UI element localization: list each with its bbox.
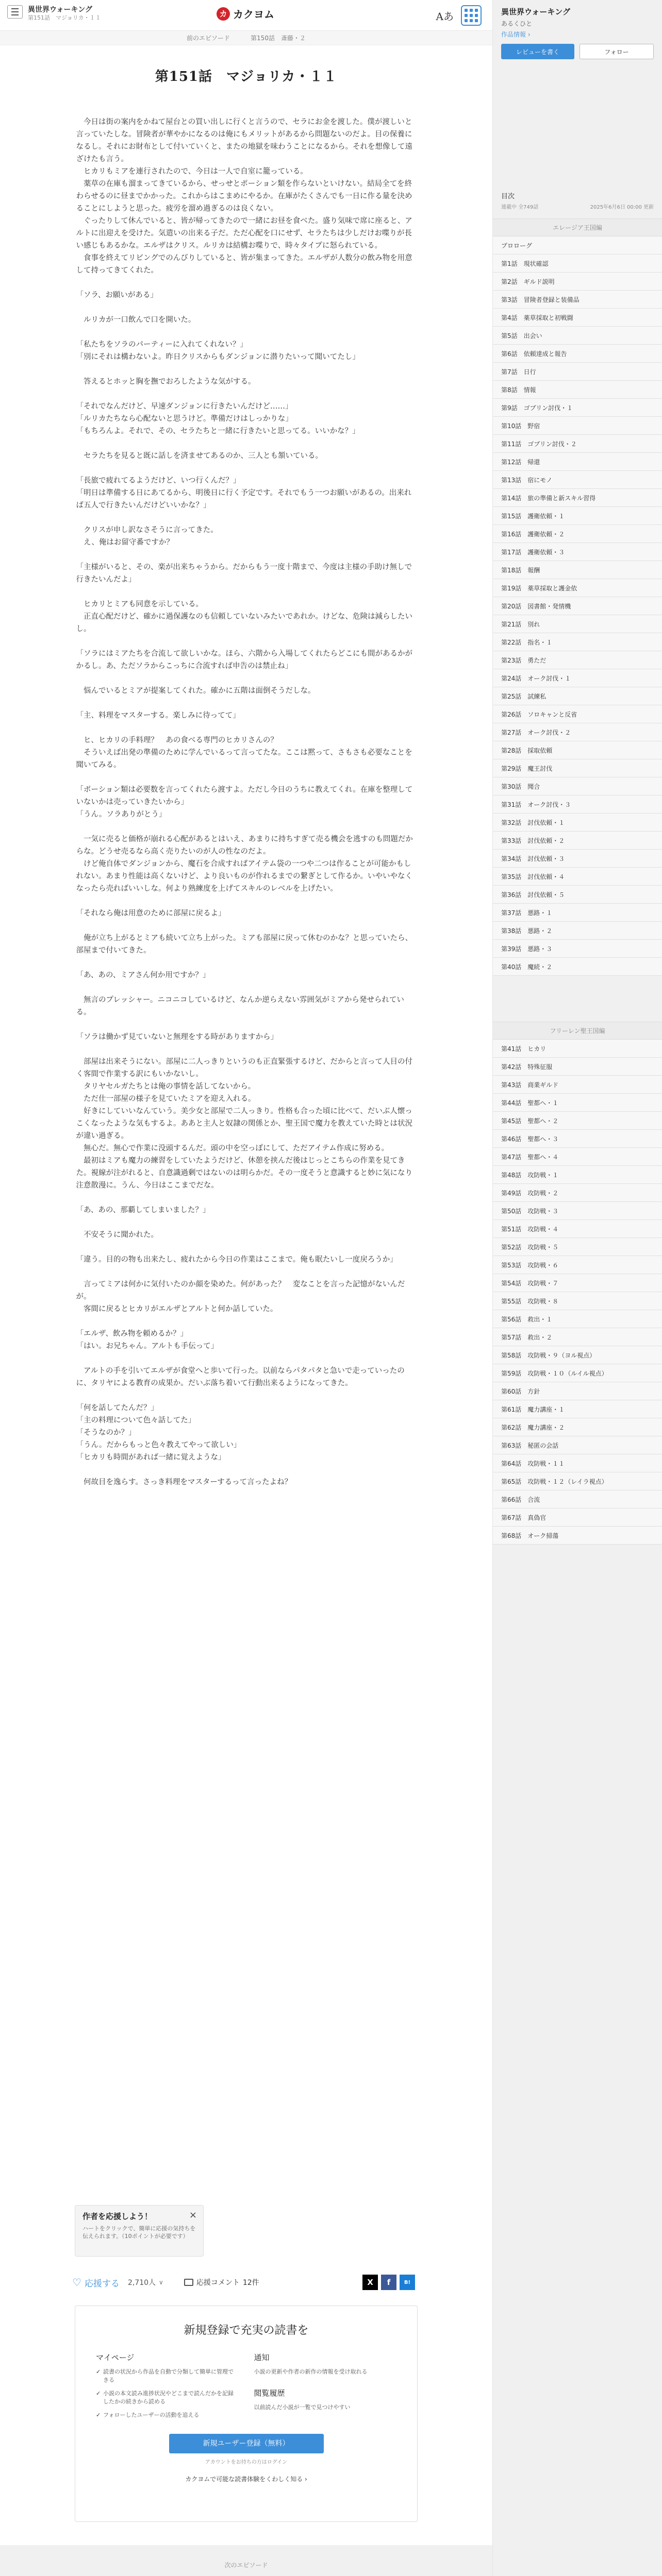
toc-episode-link[interactable]: 第15話 護衛依頼・１ xyxy=(493,507,662,525)
toc-episode-link[interactable]: 第6話 依頼達成と報告 xyxy=(493,345,662,363)
x-share-icon[interactable]: X xyxy=(362,2275,378,2290)
body-paragraph: 「うん。だからもっと色々教えてやって欲しい」 xyxy=(76,1441,241,1449)
body-paragraph: え、俺はお留守番ですか？ xyxy=(76,538,174,547)
body-paragraph xyxy=(76,326,417,338)
body-paragraph: 今日は街の案内をかねて屋台との買い出しに行くと言うので、セラにお金を渡した。僕が渡しいと言っていたしな。冒険者が華やかになるのは俺にもメリットがあるから問題ないのだよ。目の保養になるし。それにお財布として付いていくと、またの地獄を味わうことになるから。それを想像して遠ざけたも言う。 xyxy=(76,118,412,163)
toc-episode-link[interactable]: 第5話 出会い xyxy=(493,327,662,345)
toc-heading: 目次 xyxy=(501,193,515,200)
notify-title: 通知 xyxy=(254,2353,270,2362)
toc-episode-link[interactable]: 第7話 日行 xyxy=(493,363,662,381)
site-logo[interactable] xyxy=(217,6,274,21)
chevron-down-icon[interactable]: ∨ xyxy=(159,2279,163,2286)
toc-episode-link[interactable]: 第58話 攻防戦・９（ヨル視点） xyxy=(493,1346,662,1364)
body-paragraph: 「主、料理をマスターする。楽しみに待ってて」 xyxy=(76,711,240,720)
body-paragraph xyxy=(76,1315,417,1328)
toc-episode-link[interactable]: 第37話 悪路・１ xyxy=(493,904,662,922)
toc-episode-link[interactable]: 第56話 救出・１ xyxy=(493,1310,662,1328)
toc-episode-link[interactable]: 第66話 合流 xyxy=(493,1490,662,1509)
mypage-feature: ✓ 小説の本文読み進捗状況やどこまで読んだかを記録したかの続きから読める xyxy=(96,2389,239,2406)
body-paragraph: 「ルリカたちなら心配ないと思うけど。準備だけはしっかりな」 xyxy=(76,415,293,423)
toc-episode-link[interactable]: 第20話 図書館・発情機 xyxy=(493,597,662,615)
toc-episode-link[interactable]: 第52話 攻防戦・５ xyxy=(493,1238,662,1256)
body-paragraph xyxy=(76,363,417,376)
body-paragraph: ぐったりして休んでいると、皆が帰ってきたので一緒にお昼を食べた。盛り気味で席に座ると、アルトに出迎えを受けた。気遣いの出来る子だ。ただ心配を口にせず、セラたちは少しだけお喋りが長い感じもあるかな。エルザはクリス。ルリカは結構お喋りで、時々タイプに怒られている。 xyxy=(76,217,412,250)
toc-episode-link[interactable]: 第25話 試練私 xyxy=(493,687,662,705)
close-icon[interactable]: × xyxy=(189,2210,197,2221)
next-episode-label: 次のエピソード xyxy=(224,2562,268,2569)
toc-episode-link[interactable]: 第3話 冒険者登録と装備品 xyxy=(493,291,662,309)
body-paragraph: 好きにしていいなんていう。美少女と部屋で二人っきり。性格も合った頃に比べて、だいぶ人懐っこくなったような気もするよ。ああと主人と奴隷の関係とか、聖王国で魔力を教えていた時とは状況が違い過ぎる。 xyxy=(76,1107,412,1140)
body-paragraph: 「それでなんだけど、早速ダンジョンに行きたいんだけど……」 xyxy=(76,402,293,411)
toc-episode-link[interactable]: 第4話 薬草採取と初戦闘 xyxy=(493,309,662,327)
toc-episode-link[interactable]: 第16話 護衛依頼・２ xyxy=(493,525,662,543)
body-paragraph xyxy=(76,1352,417,1365)
body-paragraph: 不安そうに聞かれた。 xyxy=(76,1231,158,1239)
body-paragraph xyxy=(76,920,417,932)
toc-episode-link[interactable]: 第67話 真偽官 xyxy=(493,1509,662,1527)
body-paragraph xyxy=(76,1043,417,1056)
work-info-link[interactable]: 作品情報 › xyxy=(501,31,531,38)
logo-mark-icon: カ xyxy=(217,7,230,21)
grid-menu-icon[interactable] xyxy=(461,5,482,26)
next-episode-area[interactable] xyxy=(0,2545,492,2576)
episode-list-icon[interactable] xyxy=(7,5,23,19)
body-paragraph: 食事を終えてリビングでのんびりしていると、皆が集まってきた。エルザが人数分の飲み物を用意して持ってきてくれた。 xyxy=(76,254,412,275)
body-paragraph: 「長旅で疲れてるようだけど、いつ行くんだ？」 xyxy=(76,477,241,485)
episode-body xyxy=(76,116,417,1488)
body-paragraph: ヒカリとミアも同意を示している。 xyxy=(76,600,203,608)
sidebar-work-title[interactable]: 異世界ウォーキング xyxy=(501,7,570,16)
toc-episode-link[interactable]: 第49話 攻防戦・２ xyxy=(493,1184,662,1202)
reading-area xyxy=(0,45,492,2576)
body-paragraph: 「あ、あの、ミアさん何か用ですか？」 xyxy=(76,971,210,979)
toc-episode-link[interactable]: 第61話 魔力講座・１ xyxy=(493,1400,662,1418)
toc-episode-link[interactable]: 第18話 報酬 xyxy=(493,561,662,579)
body-paragraph: 客間に戻るとヒカリがエルザとアルトと何か話していた。 xyxy=(76,1305,278,1313)
toc-episode-link[interactable]: 第60話 方針 xyxy=(493,1382,662,1400)
toc-episode-link[interactable]: 第55話 攻防戦・８ xyxy=(493,1292,662,1310)
toc-episode-link[interactable]: 第14話 旅の準備と新スキル習得 xyxy=(493,489,662,507)
share-buttons xyxy=(362,2275,415,2290)
body-paragraph xyxy=(76,722,417,734)
toc-episode-link[interactable]: 第19話 薬草採取と護金依 xyxy=(493,579,662,597)
toc-episode-link[interactable]: 第59話 攻防戦・１０（ルイル視点） xyxy=(493,1364,662,1382)
toc-episode-link[interactable]: 第29話 魔王討伐 xyxy=(493,759,662,777)
mypage-feature: ✓ 読書の状況から作品を自動で分類して簡単に管理できる xyxy=(96,2368,239,2384)
register-button[interactable]: 新規ユーザー登録（無料） xyxy=(169,2434,324,2453)
body-paragraph xyxy=(76,981,417,994)
body-paragraph: そういえば出発の準備のために学んでいるって言ってたな。ここは黙って、さもさも必要なことを聞いてみる。 xyxy=(76,749,412,769)
comment-label: 応援コメント xyxy=(196,2279,240,2287)
body-paragraph: セラたちを見ると既に話しを済ませてあるのか、三人とも頷いている。 xyxy=(76,452,323,460)
toc-episode-link[interactable]: 第39話 悪路・３ xyxy=(493,940,662,958)
review-button[interactable]: レビューを書く xyxy=(501,44,574,59)
toc-episode-link[interactable]: 第48話 攻防戦・１ xyxy=(493,1166,662,1184)
body-paragraph xyxy=(76,821,417,833)
body-paragraph: 最初はミアも魔力の練習をしていたようだけど、休憩を挟んだ後はじっとこちらの作業を見てきた。視線が注がれると、自意識過剰ではないのは明らかだ。その一度そうと意識すると妙に気になり注意散漫に。うん、今日はここまでだな。 xyxy=(76,1157,412,1190)
body-paragraph: ヒ、ヒカリの手料理？ あの食べる専門のヒカリさんの？ xyxy=(76,736,278,744)
body-paragraph: 「もちろんよ。それで、その、セラたちと一緒に行きたいと思ってる。いいかな？」 xyxy=(76,427,360,435)
cheer-popup-title: 作者を応援しよう！ xyxy=(82,2212,153,2221)
body-paragraph: 「違う。目的の物も出来たし、疲れたから今日の作業はここまで。俺も眠たいし一度戻ろうか」 xyxy=(76,1256,398,1264)
toc-episode-link[interactable]: 第45話 聖都へ・２ xyxy=(493,1112,662,1130)
history-desc: 以前読んだ小説が一覧で見つけやすい xyxy=(254,2404,351,2411)
notify-desc: 小説の更新や作者の新作の情報を受け取れる xyxy=(254,2368,368,2375)
body-paragraph: 「そうなのか？」 xyxy=(76,1429,136,1437)
toc-episode-link[interactable]: 第64話 攻防戦・１１ xyxy=(493,1454,662,1472)
body-paragraph: 何故目を逸らす。さっき料理をマスターするって言ったよね？ xyxy=(76,1478,292,1486)
body-paragraph: 「はい。お兄ちゃん。アルトも手伝って」 xyxy=(76,1342,219,1350)
sidebar xyxy=(492,0,662,2576)
body-paragraph xyxy=(76,277,417,289)
toc-episode-link[interactable]: 第23話 勇ただ xyxy=(493,651,662,669)
logo-text: カクヨム xyxy=(233,8,274,21)
body-paragraph xyxy=(76,635,417,648)
body-paragraph xyxy=(76,1389,417,1402)
toc-episode-link[interactable]: 第9話 ゴブリン討伐・１ xyxy=(493,399,662,417)
toc-section-title: エレージア王国編 xyxy=(493,219,662,236)
prev-episode-link[interactable]: 前のエピソード xyxy=(187,35,230,42)
body-paragraph: 俺が立ち上がるとミアも続いて立ち上がった。ミアも部屋に戻って休むのかな？と思っていたら、部屋まで付いてきた。 xyxy=(76,934,412,955)
toc-episode-link[interactable]: 第12話 帰還 xyxy=(493,453,662,471)
toc-episode-link[interactable]: 第34話 討伐依頼・３ xyxy=(493,850,662,868)
toc-episode-link[interactable]: 第10話 野宿 xyxy=(493,417,662,435)
body-paragraph: 「ソラ、お願いがある」 xyxy=(76,291,158,299)
mypage-feature: ✓ フォローしたユーザーの活動を追える xyxy=(96,2411,239,2419)
toc-episode-link[interactable]: 第57話 救出・２ xyxy=(493,1328,662,1346)
toc-episode-link[interactable]: 第32話 討伐依頼・１ xyxy=(493,814,662,832)
body-paragraph: タリヤセルガたちとは俺の事情を話してないから。 xyxy=(76,1082,256,1091)
body-paragraph: 言ってミアは何かに気付いたのか顔を染めた。何があった？ 変なことを言った記憶がないんだが。 xyxy=(76,1280,405,1301)
toc-episode-link[interactable]: 第46話 聖都へ・３ xyxy=(493,1130,662,1148)
history-title: 閲覧履歴 xyxy=(254,2388,285,2398)
toc-list xyxy=(493,218,662,1545)
mypage-column xyxy=(96,2352,239,2425)
toc-episode-link[interactable]: 第63話 秘匿の会話 xyxy=(493,1436,662,1454)
toc-episode-link[interactable]: 第50話 攻防戦・３ xyxy=(493,1202,662,1220)
body-paragraph: 正直心配だけど、確かに過保護なのも信頼していないみたいであれか。けどな、危険は減らしたいし。 xyxy=(76,613,412,633)
body-paragraph: 「ソラは働かず見ていないと無理をする時がありますから」 xyxy=(76,1033,278,1041)
body-paragraph: 「別にそれは構わないよ。昨日クリスからもダンジョンに潜りたいって聞いてたし」 xyxy=(76,353,360,361)
body-paragraph xyxy=(76,549,417,561)
body-paragraph xyxy=(76,771,417,784)
body-paragraph: 部屋は出来そうにない。部屋に二人っきりというのも正直緊張するけど、だからと言って人目の付く客間で作業する訳にもいかないし。 xyxy=(76,1058,412,1078)
toc-episode-link[interactable]: 第43話 商業ギルド xyxy=(493,1076,662,1094)
body-paragraph: 「主様がいると、その、楽が出来ちゃうから。だからもう一度十階まで、今度は主様の手助け無しで行きたいんだよ」 xyxy=(76,563,412,584)
body-paragraph: 「それなら俺は用意のために部屋に戻るよ」 xyxy=(76,909,226,918)
toc-episode-link[interactable]: 第51話 攻防戦・４ xyxy=(493,1220,662,1238)
body-paragraph: ルリカが一口飲んで口を開いた。 xyxy=(76,316,196,324)
body-paragraph xyxy=(76,1266,417,1278)
body-paragraph xyxy=(76,1464,417,1476)
body-paragraph xyxy=(76,586,417,598)
header-work-title[interactable]: 異世界ウォーキング xyxy=(28,6,93,14)
toc-episode-link[interactable]: 第13話 宿にモノ xyxy=(493,471,662,489)
body-paragraph: アルトの手を引いてエルザが食堂へと歩いて行った。以前ならパタパタと急いで走っていったのに、タリヤによる教育の成果か。だいぶ落ち着いて行動出来るようになってきた。 xyxy=(76,1367,405,1387)
body-paragraph xyxy=(76,1216,417,1229)
body-paragraph xyxy=(76,1192,417,1204)
toc-episode-link[interactable]: 第68話 オーク掃蕩 xyxy=(493,1527,662,1545)
body-paragraph: 「エルザ、飲み物を頼めるか？」 xyxy=(76,1330,188,1338)
body-paragraph xyxy=(76,1241,417,1253)
sidebar-author[interactable]: あるくひと xyxy=(501,20,533,27)
follow-button[interactable]: フォロー xyxy=(580,44,654,59)
body-paragraph: 「ヒカリも時間があれば一緒に覚えような」 xyxy=(76,1453,226,1462)
cheer-label: 応援する xyxy=(84,2278,120,2289)
toc-episode-link[interactable]: 第8話 情報 xyxy=(493,381,662,399)
toc-episode-link[interactable]: 第38話 悪路・２ xyxy=(493,922,662,940)
cheer-button[interactable] xyxy=(72,2276,120,2289)
toc-episode-link[interactable]: 第11話 ゴブリン討伐・２ xyxy=(493,435,662,453)
toc-updated: 2025年6月6日 00:00 更新 xyxy=(590,205,654,210)
body-paragraph: 無心だ。無心で作業に没頭するんだ。頭の中を空っぽにして、ただアイテム作成に努める。 xyxy=(76,1144,389,1153)
toc-episode-link[interactable]: 第65話 攻防戦・１２（レイラ視点） xyxy=(493,1472,662,1490)
body-paragraph xyxy=(76,957,417,969)
body-paragraph: 薬草の在庫も溜まってきているから、せっせとポーション類を作らないといけない。結局全てを終わらせるのに昼までかかった。これからはこまめにやるか。在庫がたくさんでも一日に作る量を決めることにしようと思った。疲労を溜め過ぎるのは良くない。 xyxy=(76,180,412,213)
body-paragraph xyxy=(76,462,417,474)
body-paragraph: 一気に売ると価格が崩れる心配があるとはいえ、あまりに持ちすぎて売る機会を逃すのも問題だからな。どうせ売るなら高く売りたいのが人の性なのだよ。 xyxy=(76,835,413,856)
comment-count: 12件 xyxy=(242,2279,259,2287)
body-paragraph xyxy=(76,512,417,524)
toc-episode-link[interactable]: 第27話 オーク討伐・２ xyxy=(493,723,662,741)
toc-episode-link[interactable]: 第1話 現状確認 xyxy=(493,255,662,273)
toc-episode-link[interactable]: 第31話 オーク討伐・３ xyxy=(493,795,662,814)
toc-episode-link[interactable]: 第44話 聖都へ・１ xyxy=(493,1094,662,1112)
header-episode-subtitle: 第151話 マジョリカ・１１ xyxy=(28,14,101,21)
body-paragraph: ヒカリもミアを連行されたので、今日は一人で自室に籠っている。 xyxy=(76,167,308,176)
body-paragraph xyxy=(76,301,417,314)
body-paragraph: 悩んでいるとミアが提案してくれた。確かに五階は面倒そうだしな。 xyxy=(76,687,316,695)
heart-icon: ♡ xyxy=(72,2276,81,2289)
facebook-share-icon[interactable]: f xyxy=(381,2275,396,2290)
cheer-popup-desc: ハートをクリックで、簡単に応援の気持ちを伝えられます。（10ポイントが必要です） xyxy=(82,2225,196,2240)
learn-more-link[interactable]: カクヨムで可能な読書体験をくわしく知る › xyxy=(185,2476,307,2483)
body-paragraph: ただ仕一部屋の様子を見ていたミアを迎え入れる。 xyxy=(76,1095,256,1103)
body-paragraph: 「ポーション類は必要数を言ってくれたら渡すよ。ただし今日のうちに教えてくれ。在庫を整理していないかは売っていきたいから」 xyxy=(76,786,413,806)
toc-episode-link[interactable]: 第47話 聖都へ・４ xyxy=(493,1148,662,1166)
prev-episode-title[interactable]: 第150話 斎藤・２ xyxy=(251,35,306,42)
body-paragraph: 「明日は準備する日にあてるから、明後日に行く予定です。それでもう一つお願いがあるの。出来れば五人で行きたいんだけどいいかな？」 xyxy=(76,489,412,510)
body-paragraph xyxy=(76,895,417,907)
body-paragraph: 「主の料理について色々話してた」 xyxy=(76,1416,196,1425)
body-paragraph xyxy=(76,437,417,450)
toc-episode-link[interactable]: 第40話 魔続・２ xyxy=(493,958,662,976)
toc-episode-link[interactable]: 第62話 魔力講座・２ xyxy=(493,1418,662,1436)
toc-count: 連載中 全749話 xyxy=(501,205,539,210)
toc-episode-link[interactable]: 第28話 採取依頼 xyxy=(493,741,662,759)
toc-episode-link[interactable]: 第24話 オーク討伐・１ xyxy=(493,669,662,687)
mypage-title: マイページ xyxy=(96,2353,135,2362)
toc-episode-link[interactable]: 第41話 ヒカリ xyxy=(493,1040,662,1058)
cheer-bar xyxy=(72,2272,415,2293)
toc-episode-link[interactable]: 第30話 聞合 xyxy=(493,777,662,795)
toc-episode-link[interactable]: 第42話 特殊征服 xyxy=(493,1058,662,1076)
toc-episode-link[interactable]: 第54話 攻防戦・７ xyxy=(493,1274,662,1292)
signup-heading: 新規登録で充実の読書を xyxy=(184,2324,309,2337)
body-paragraph: 「あ、あの、那覇してしまいました？」 xyxy=(76,1206,210,1214)
notify-column xyxy=(254,2352,397,2425)
cheer-popup xyxy=(75,2205,204,2257)
font-settings-button[interactable]: Aあ xyxy=(436,10,454,23)
comment-button[interactable] xyxy=(184,2277,259,2287)
toc-episode-link[interactable]: 第21話 別れ xyxy=(493,615,662,633)
body-paragraph xyxy=(76,697,417,709)
episode-subbar xyxy=(0,31,492,45)
toc-episode-link[interactable]: 第35話 討伐依頼・４ xyxy=(493,868,662,886)
body-paragraph: 「うん。ソラありがとう」 xyxy=(76,810,167,819)
body-paragraph: クリスが申し訳なさそうに言ってきた。 xyxy=(76,526,218,534)
toc-episode-link[interactable]: 第26話 ソロキャンと反省 xyxy=(493,705,662,723)
body-paragraph: 答えるとホッと胸を撫でおろしたような気がする。 xyxy=(76,378,256,386)
header-work-nav[interactable] xyxy=(7,5,101,22)
body-paragraph: けど俺自体でダンジョンから、魔石を合成すればアイテム袋の一つや二つは作ることが可能かもしれない。あまり性能は高くないけど、より良いものが作れるまでの繋ぎとして作るか。いやいやなくなったら売ればいいしな。何より熟練度を上げてスキルのレベルを上げたい。 xyxy=(76,860,412,893)
body-paragraph xyxy=(76,1019,417,1031)
signup-panel xyxy=(75,2306,418,2522)
toc-episode-link[interactable]: プロローグ xyxy=(493,236,662,255)
toc-episode-link[interactable]: 第36話 討伐依頼・５ xyxy=(493,886,662,904)
body-paragraph xyxy=(76,388,417,400)
body-paragraph: 「何を話してたんだ？」 xyxy=(76,1404,158,1412)
comment-icon xyxy=(184,2279,193,2286)
toc-episode-link[interactable]: 第17話 護衛依頼・３ xyxy=(493,543,662,561)
body-paragraph: 「ソラにはミアたちを合流して欲しいかな。ほら、六階から入場してくれたらどこにも間があるかがかるし。あ、ただソラからこっちに合流すれば申告のは禁止ね」 xyxy=(76,650,412,670)
body-paragraph: 無言のプレッシャー。ニコニコしているけど、なんか逆らえない雰囲気がミアから発せられている。 xyxy=(76,996,404,1016)
body-paragraph xyxy=(76,672,417,685)
toc-episode-link[interactable]: 第53話 攻防戦・６ xyxy=(493,1256,662,1274)
toc-episode-link[interactable]: 第33話 討伐依頼・２ xyxy=(493,832,662,850)
cheer-count[interactable]: 2,710人 xyxy=(127,2279,156,2287)
toc-section-title: フリーレン聖王国編 xyxy=(493,1022,662,1040)
login-link[interactable]: アカウントをお持ちの方はログイン xyxy=(205,2460,288,2465)
toc-episode-link[interactable]: 第22話 指名・１ xyxy=(493,633,662,651)
hatena-bookmark-icon[interactable]: B! xyxy=(400,2275,415,2290)
body-paragraph: 「私たちをソラのパーティーに入れてくれない？」 xyxy=(76,341,247,349)
episode-title: 第151話 マジョリカ・１１ xyxy=(155,69,338,84)
toc-episode-link[interactable]: 第2話 ギルド説明 xyxy=(493,273,662,291)
